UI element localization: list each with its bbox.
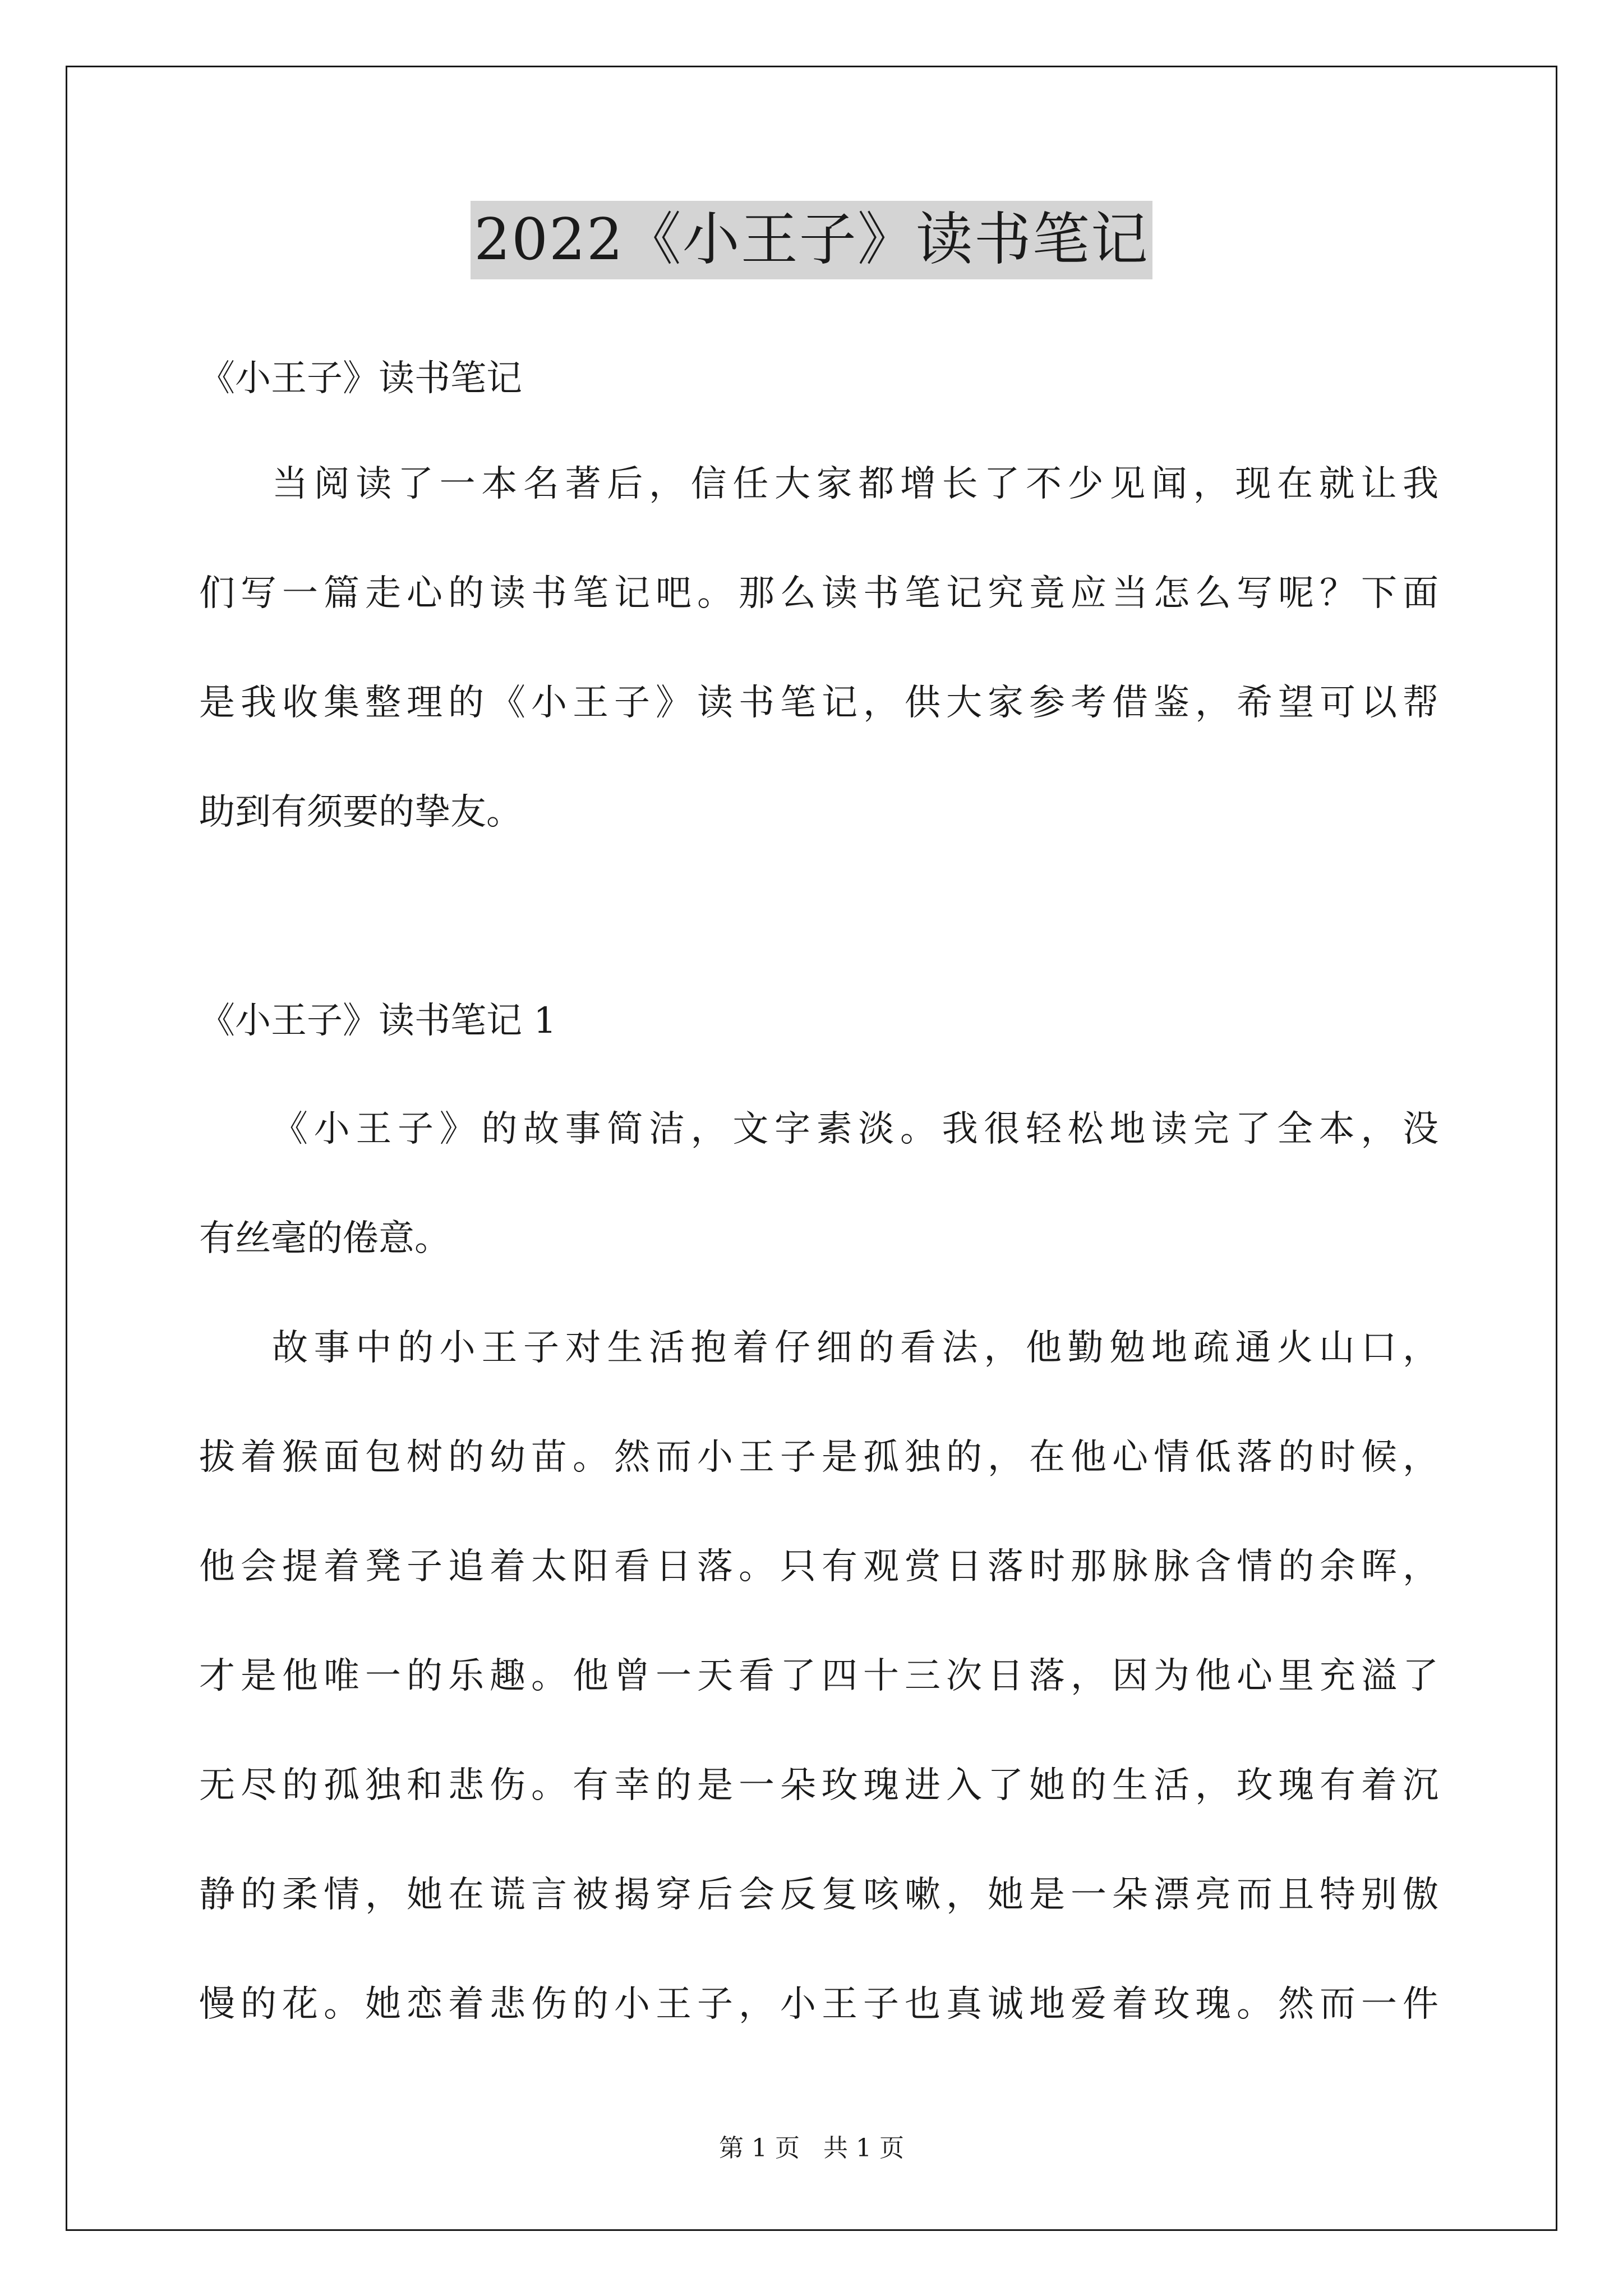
paragraph-line: 《小王子》的故事简洁，文字素淡。我很轻松地读完了全本，没 <box>272 1108 1438 1150</box>
paragraph-line: 拔着猴面包树的幼苗。然而小王子是孤独的，在他心情低落的时候， <box>199 1437 1438 1478</box>
section-heading: 《小王子》读书笔记 <box>199 358 522 399</box>
section-heading: 《小王子》读书笔记 1 <box>199 1000 557 1042</box>
paragraph-line: 才是他唯一的乐趣。他曾一天看了四十三次日落，因为他心里充溢了 <box>199 1655 1438 1697</box>
paragraph-line: 慢的花。她恋着悲伤的小王子，小王子也真诚地爱着玫瑰。然而一件 <box>199 1984 1438 2025</box>
paragraph-line: 故事中的小王子对生活抱着仔细的看法，他勤勉地疏通火山口， <box>272 1327 1438 1369</box>
paragraph-line: 当阅读了一本名著后，信任大家都增长了不少见闻，现在就让我 <box>272 463 1438 505</box>
title-container <box>0 201 1623 279</box>
paragraph-line: 有丝毫的倦意。 <box>199 1218 450 1259</box>
page-footer <box>0 2132 1623 2165</box>
page-total: 共 1 页 <box>823 2134 904 2162</box>
paragraph-line: 他会提着凳子追着太阳看日落。只有观赏日落时那脉脉含情的余晖， <box>199 1546 1438 1588</box>
paragraph-line: 们写一篇走心的读书笔记吧。那么读书笔记究竟应当怎么写呢？下面 <box>199 573 1438 614</box>
paragraph-line: 无尽的孤独和悲伤。有幸的是一朵玫瑰进入了她的生活，玫瑰有着沉 <box>199 1765 1438 1806</box>
paragraph-line: 静的柔情，她在谎言被揭穿后会反复咳嗽，她是一朵漂亮而且特别傲 <box>199 1874 1438 1916</box>
paragraph-line: 是我收集整理的《小王子》读书笔记，供大家参考借鉴，希望可以帮 <box>199 682 1438 724</box>
paragraph-line: 助到有须要的挚友。 <box>199 792 522 833</box>
document-title: 2022《小王子》读书笔记 <box>471 201 1152 279</box>
page-number: 第 1 页 <box>719 2134 800 2162</box>
